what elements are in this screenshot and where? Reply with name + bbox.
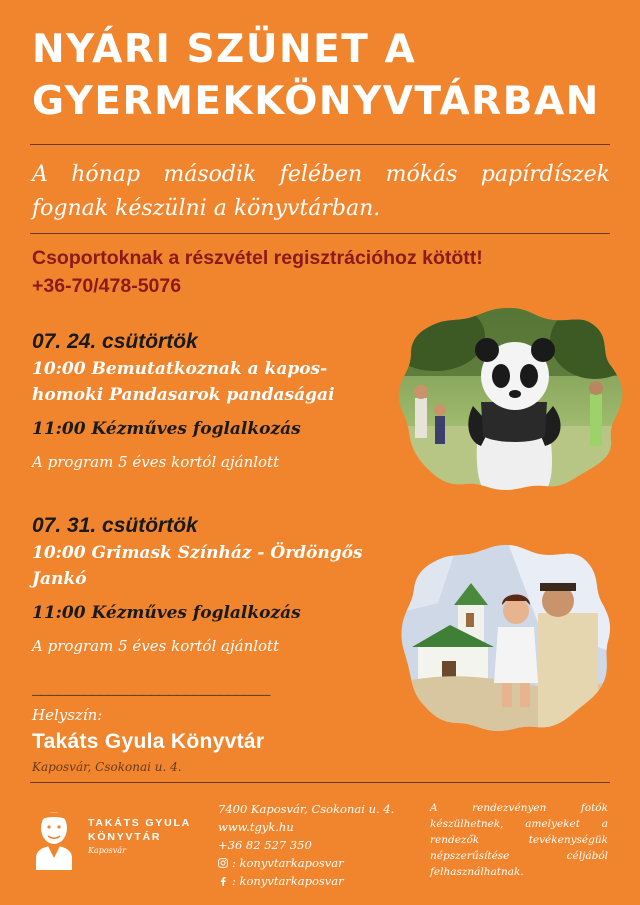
poster-title bbox=[32, 24, 622, 128]
library-logo bbox=[28, 806, 208, 876]
divider bbox=[30, 233, 610, 234]
notice-text: Csoportoknak a részvétel regisztrációhoz kötött! bbox=[32, 247, 483, 269]
logo-name bbox=[88, 816, 191, 844]
subtitle: A hónap második felében mókás papírdíszek fognak készülni a könyvtárban. bbox=[32, 162, 610, 221]
librarian-portrait-logo bbox=[28, 806, 80, 870]
divider bbox=[30, 144, 610, 145]
facebook-icon bbox=[218, 876, 228, 886]
title-line-1: NYÁRI SZÜNET A bbox=[32, 27, 417, 72]
venue-address: Kaposvár, Csokonai u. 4. bbox=[32, 760, 182, 774]
event-program-main: 10:00 Bemutatkoznak a kapos-homoki Pandasarok pandaságai bbox=[32, 359, 335, 405]
event-age-note: A program 5 éves kortól ajánlott bbox=[32, 453, 280, 471]
logo-city: Kaposvár bbox=[88, 846, 126, 855]
panda-mascot-photo bbox=[395, 306, 625, 491]
instagram-handle: : konyvtarkaposvar bbox=[232, 856, 344, 870]
contact-instagram[interactable] bbox=[218, 854, 418, 872]
facebook-handle: : konyvtarkaposvar bbox=[232, 874, 344, 888]
event-date: 07. 31. csütörtök bbox=[32, 514, 198, 537]
event-program-craft: 11:00 Kézműves foglalkozás bbox=[32, 603, 301, 623]
venue-name: Takáts Gyula Könyvtár bbox=[32, 730, 265, 753]
instagram-icon bbox=[218, 858, 228, 868]
photo-disclaimer: A rendezvényen fotók készülhetnek, amelyeket a rendezők tevékenységük népszerűsítése céljából felhasználhatnak. bbox=[430, 802, 608, 878]
event-age-note: A program 5 éves kortól ajánlott bbox=[32, 637, 280, 655]
contact-address: 7400 Kaposvár, Csokonai u. 4. bbox=[218, 802, 395, 816]
event-date: 07. 24. csütörtök bbox=[32, 330, 198, 353]
separator-line: ____________________________ bbox=[32, 682, 271, 699]
notice-phone: +36-70/478-5076 bbox=[32, 275, 182, 297]
contact-phone: +36 82 527 350 bbox=[218, 838, 312, 852]
event-program-main: 10:00 Grimask Színház - Ördöngős Jankó bbox=[32, 543, 363, 589]
venue-label: Helyszín: bbox=[32, 706, 103, 724]
contact-info bbox=[218, 800, 418, 890]
divider bbox=[30, 782, 610, 783]
event-program-craft: 11:00 Kézműves foglalkozás bbox=[32, 419, 301, 439]
puppet-theatre-photo bbox=[398, 543, 613, 733]
event-1 bbox=[32, 328, 382, 474]
logo-line-2: KÖNYVTÁR bbox=[88, 831, 162, 843]
contact-facebook[interactable] bbox=[218, 872, 418, 890]
title-line-2: GYERMEKKÖNYVTÁRBAN bbox=[32, 79, 600, 124]
registration-notice bbox=[32, 244, 622, 300]
logo-line-1: TAKÁTS GYULA bbox=[88, 817, 192, 829]
event-2 bbox=[32, 512, 382, 658]
contact-website[interactable]: www.tgyk.hu bbox=[218, 820, 294, 834]
